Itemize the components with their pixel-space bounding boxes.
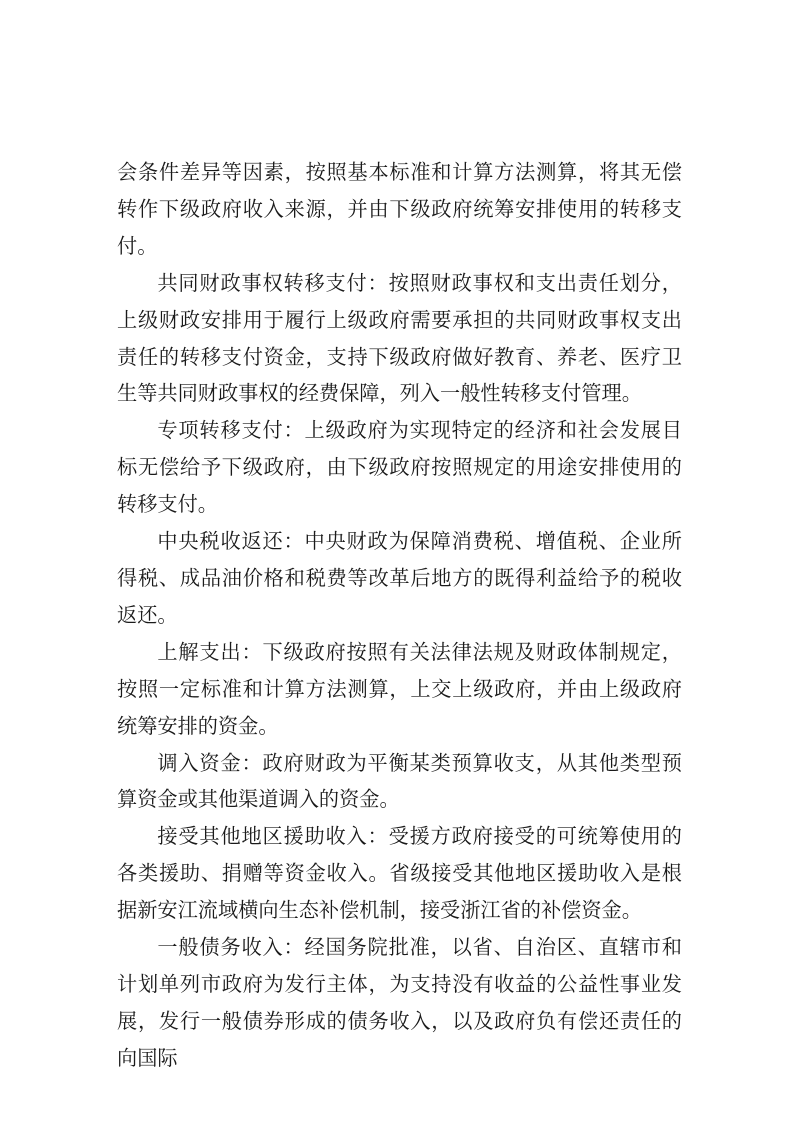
paragraph-transferred-funds: 调入资金：政府财政为平衡某类预算收支，从其他类型预算资金或其他渠道调入的资金。 [117,750,682,812]
paragraph-general-debt-income: 一般债务收入：经国务院批准，以省、自治区、直辖市和计划单列市政府为发行主体，为支持没有收益的公益性事业发展，发行一般债券形成的债务收入，以及政府负有偿还责任的向国际 [117,935,682,1070]
paragraph-remittance-expenditure: 上解支出：下级政府按照有关法律法规及财政体制规定，按照一定标准和计算方法测算，上交上级政府，并由上级政府统筹安排的资金。 [117,639,682,738]
paragraph-continued: 会条件差异等因素，按照基本标准和计算方法测算，将其无偿转作下级政府收入来源，并由下级政府统筹安排使用的转移支付。 [117,160,682,258]
paragraph-aid-income: 接受其他地区援助收入：受援方政府接受的可统筹使用的各类援助、捐赠等资金收入。省级接受其他地区援助收入是根据新安江流域横向生态补偿机制，接受浙江省的补偿资金。 [117,824,682,923]
paragraph-special-transfer: 专项转移支付：上级政府为实现特定的经济和社会发展目标无偿给予下级政府，由下级政府按照规定的用途安排使用的转移支付。 [117,418,682,517]
body-text [117,154,682,1077]
paragraph-shared-fiscal-transfer: 共同财政事权转移支付：按照财政事权和支出责任划分，上级财政安排用于履行上级政府需要承担的共同财政事权支出责任的转移支付资金，支持下级政府做好教育、养老、医疗卫生等共同财政事权的经费保障，列入一般性转移支付管理。 [117,270,682,406]
paragraph-central-tax-return: 中央税收返还：中央财政为保障消费税、增值税、企业所得税、成品油价格和税费等改革后地方的既得利益给予的税收返还。 [117,529,682,627]
